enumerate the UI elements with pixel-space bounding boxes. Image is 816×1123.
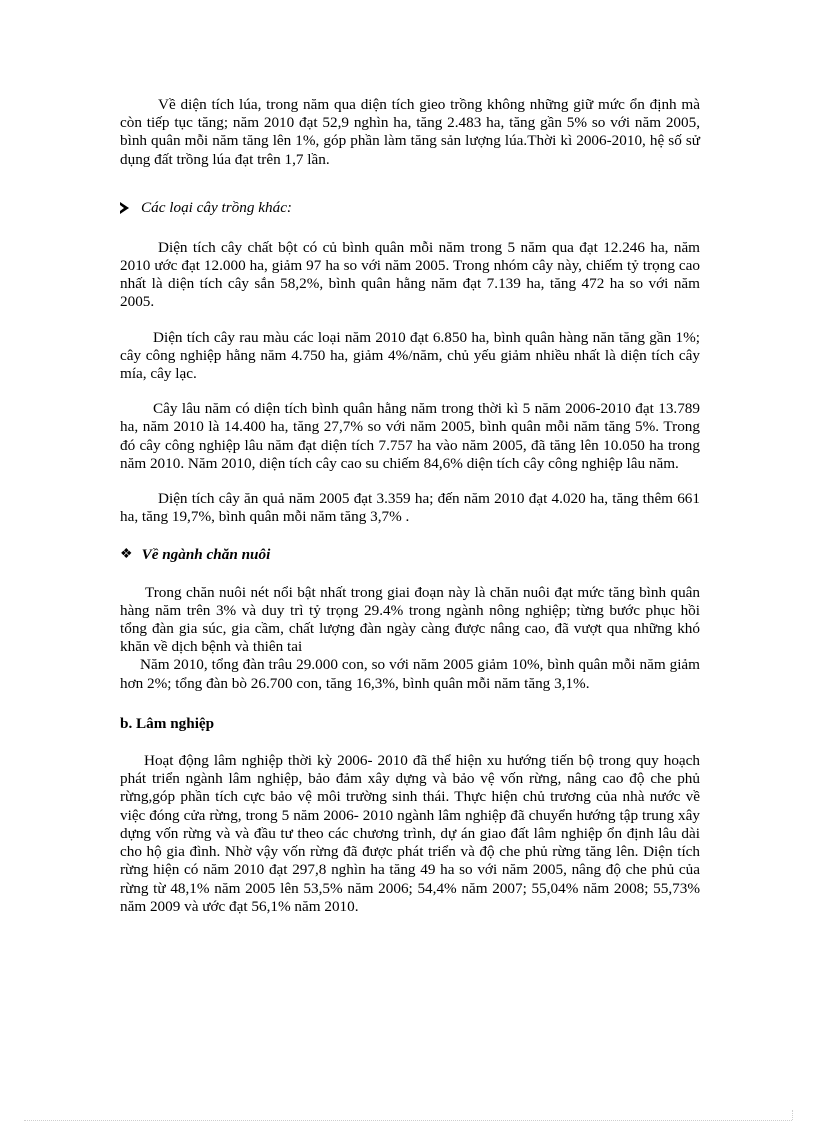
paragraph-fruit-trees: Diện tích cây ăn quả năm 2005 đạt 3.359 ha; đến năm 2010 đạt 4.020 ha, tăng thêm 661 ha, tăng 19,7%, bình quân mỗi năm tăng 3,7% .: [120, 490, 700, 526]
heading-forestry: b. Lâm nghiệp: [120, 714, 215, 732]
paragraph-perennial-crops: Cây lâu năm có diện tích bình quân hằng năm trong thời kì 5 năm 2006-2010 đạt 13.789 ha, năm 2010 là 14.400 ha, tăng 27,7% so với năm 2005, bình quân mỗi năm tăng 5%. Trong đó cây công nghiệp lâu năm đạt diện tích 7.757 ha vào năm 2005, đã tăng lên 10.050 ha trong năm 2010. Năm 2010, diện tích cây cao su chiếm 84,6% diện tích cây công nghiệp lâu năm.: [120, 400, 700, 472]
paragraph-rice-area: Về diện tích lúa, trong năm qua diện tích gieo trồng không những giữ mức ổn định mà còn tiếp tục tăng; năm 2010 đạt 52,9 nghìn ha, tăng 2.483 ha, tăng gần 5% so với năm 2005, bình quân mỗi năm tăng lên 1%, góp phần làm tăng sản lượng lúa.Thời kì 2006-2010, hệ số sử dụng đất trồng lúa đạt trên 1,7 lần.: [120, 96, 700, 168]
paragraph-livestock-overview: Trong chăn nuôi nét nổi bật nhất trong giai đoạn này là chăn nuôi đạt mức tăng bình quân hàng năm trên 3% và duy trì tỷ trọng 29.4% trong ngành nông nghiệp; từng bước phục hồi tổng đàn gia súc, gia cầm, chất lượng đàn ngày càng được nâng cao, đã vượt qua những khó khăn về dịch bệnh và thiên tai: [120, 583, 700, 656]
arrow-bullet-icon: [120, 202, 129, 214]
paragraph-starch-crops: Diện tích cây chất bột có củ bình quân mỗi năm trong 5 năm qua đạt 12.246 ha, năm 2010 ước đạt 12.000 ha, giảm 97 ha so với năm 2005. Trong nhóm cây này, chiếm tỷ trọng cao nhất là diện tích cây sắn 58,2%, bình quân hằng năm đạt 7.139 ha, tăng 472 ha so với năm 2005.: [120, 238, 700, 311]
paragraph-forestry: Hoạt động lâm nghiệp thời kỳ 2006- 2010 đã thể hiện xu hướng tiến bộ trong quy hoạch phát triển ngành lâm nghiệp, bảo đảm xây dựng và bảo vệ vốn rừng, nâng cao độ che phủ rừng,góp phần tích cực bảo vệ môi trường sinh thái. Thực hiện chủ trương của nhà nước về việc đóng cửa rừng, trong 5 năm 2006- 2010 ngành lâm nghiệp đã chuyển hướng tập trung xây dựng vốn rừng và và đầu tư theo các chương trình, dự án giao đất lâm nghiệp ổn định lâu dài cho hộ gia đình. Nhờ vậy vốn rừng đã được phát triển và độ che phủ rừng tăng lên. Diện tích rừng hiện có năm 2010 đạt 297,8 nghìn ha tăng 49 ha so với năm 2005, nâng độ che phủ của rừng từ 48,1% năm 2005 lên 53,5% năm 2006; 54,4% năm 2007; 55,04% năm 2008; 55,73% năm 2009 và ước đạt 56,1% năm 2010.: [120, 752, 700, 915]
diamond-bullet-icon: ❖: [120, 547, 132, 563]
heading-livestock: [120, 546, 700, 564]
heading-livestock-text: Về ngành chăn nuôi: [141, 546, 271, 564]
page-bottom-guide: [24, 1120, 792, 1121]
paragraph-vegetables: Diện tích cây rau màu các loại năm 2010 đạt 6.850 ha, bình quân hàng năn tăng gần 1%; cây công nghiệp hằng năm 4.750 ha, giảm 4%/năm, chủ yếu giảm nhiều nhất là diện tích cây mía, cây lạc.: [120, 328, 700, 383]
heading-other-crops-text: Các loại cây trồng khác:: [141, 198, 292, 216]
heading-other-crops: [120, 199, 700, 217]
page-corner-mark: [792, 1110, 794, 1120]
document-body: [120, 96, 700, 916]
paragraph-livestock-herds: Năm 2010, tổng đàn trâu 29.000 con, so với năm 2005 giảm 10%, bình quân mỗi năm giảm hơn 2%; tổng đàn bò 26.700 con, tăng 16,3%, bình quân mỗi năm tăng 3,1%.: [120, 656, 700, 692]
